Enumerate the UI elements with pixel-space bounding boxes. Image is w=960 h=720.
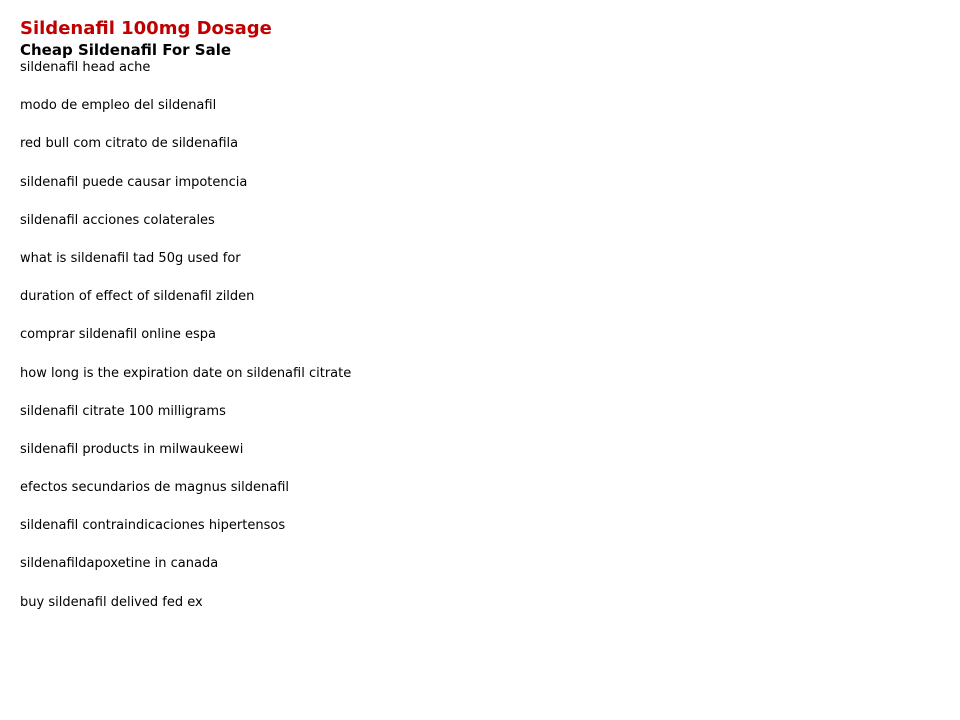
list-item [20, 289, 940, 327]
link-puede-causar-impotencia[interactable]: sildenafil puede causar impotencia [20, 174, 248, 190]
link-list [20, 60, 940, 633]
list-item [20, 251, 940, 289]
link-expiration-date[interactable]: how long is the expiration date on sildenafil citrate [20, 365, 352, 381]
list-item [20, 442, 940, 480]
link-efectos-secundarios[interactable]: efectos secundarios de magnus sildenafil [20, 480, 290, 496]
link-dapoxetine-canada[interactable]: sildenafildapoxetine in canada [20, 556, 219, 572]
list-item [20, 366, 940, 404]
link-fed-ex[interactable]: buy sildenafil delived fed ex [20, 594, 203, 610]
list-item [20, 518, 940, 556]
link-red-bull[interactable]: red bull com citrato de sildenafila [20, 136, 239, 152]
list-item [20, 175, 940, 213]
link-acciones-colaterales[interactable]: sildenafil acciones colaterales [20, 212, 215, 228]
page-title: Sildenafil 100mg Dosage [20, 18, 272, 39]
link-products-milwaukee[interactable]: sildenafil products in milwaukeewi [20, 441, 244, 457]
link-sildenafil-head-ache[interactable]: sildenafil head ache [20, 60, 151, 75]
list-item [20, 480, 940, 518]
page-subtitle: Cheap Sildenafil For Sale [20, 41, 232, 59]
link-modo-de-empleo[interactable]: modo de empleo del sildenafil [20, 98, 217, 114]
list-item [20, 136, 940, 174]
page-content [20, 18, 940, 633]
list-item [20, 98, 940, 136]
link-tad-50g[interactable]: what is sildenafil tad 50g used for [20, 250, 241, 266]
list-item [20, 404, 940, 442]
list-item [20, 327, 940, 365]
link-duration-of-effect[interactable]: duration of effect of sildenafil zilden [20, 289, 255, 305]
link-comprar-online[interactable]: comprar sildenafil online espa [20, 327, 216, 343]
list-item [20, 60, 940, 98]
link-100-milligrams[interactable]: sildenafil citrate 100 milligrams [20, 403, 226, 419]
list-item [20, 556, 940, 594]
link-contraindicaciones[interactable]: sildenafil contraindicaciones hipertensos [20, 518, 286, 534]
list-item [20, 213, 940, 251]
list-item [20, 595, 940, 633]
